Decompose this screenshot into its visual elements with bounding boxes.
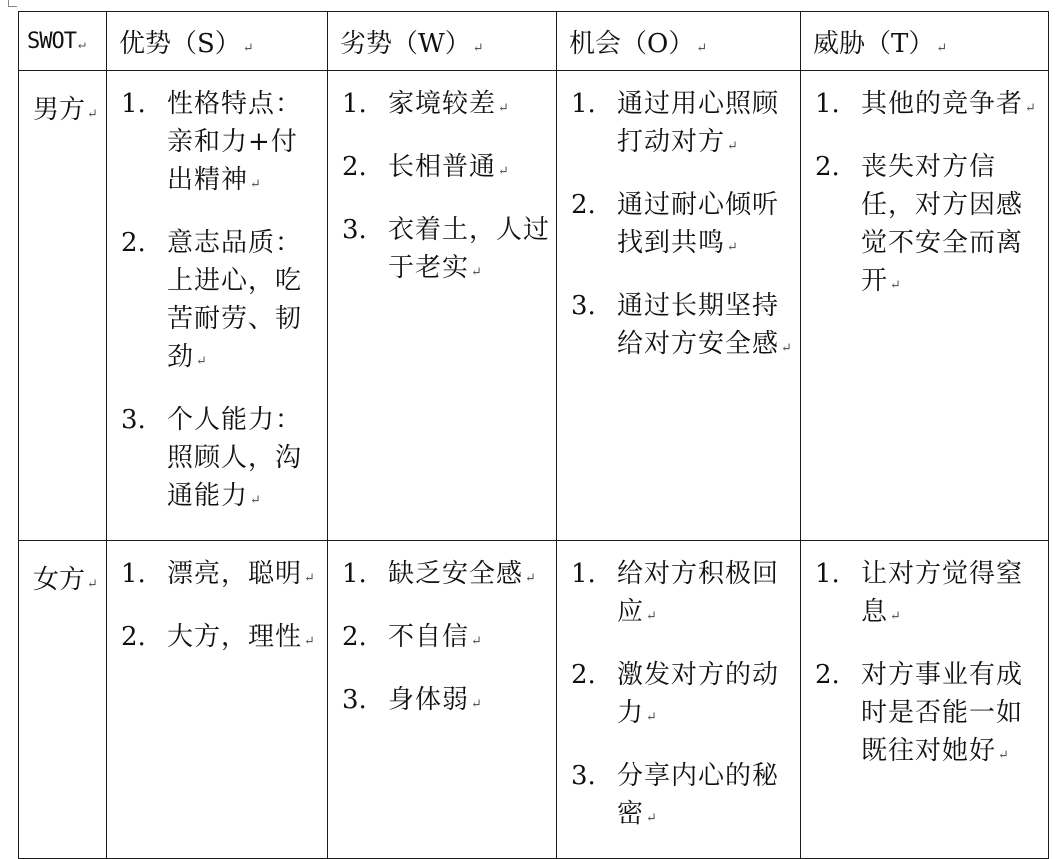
- paragraph-mark-icon: ↵: [304, 634, 315, 649]
- item-text: [388, 148, 550, 191]
- paragraph-mark-icon: ↵: [727, 139, 738, 154]
- table-cell: [107, 541, 328, 859]
- list-item: [121, 401, 321, 520]
- list-item: [815, 148, 1042, 305]
- item-text: [617, 287, 794, 368]
- table-cell: [328, 71, 557, 541]
- header-cell: [801, 23, 1048, 60]
- item-text: [388, 211, 550, 292]
- item-text-content: 通过长期坚持给对方安全感: [617, 291, 780, 359]
- item-number: 3.: [571, 291, 596, 321]
- item-number: 2.: [815, 660, 840, 690]
- item-number: 1.: [121, 89, 146, 119]
- list-item: [571, 287, 794, 368]
- item-text-content: 漂亮，聪明: [167, 559, 303, 589]
- header-cell: [328, 23, 556, 60]
- header-cell: [19, 29, 106, 54]
- row-label: [19, 71, 106, 126]
- paragraph-mark-icon: ↵: [472, 40, 484, 56]
- item-text: [617, 656, 794, 737]
- item-number: 1.: [571, 89, 596, 119]
- item-text: [388, 618, 550, 661]
- header-label: 优势（S）: [119, 28, 241, 59]
- paragraph-mark-icon: ↵: [242, 40, 254, 56]
- item-text-content: 衣着土，人过于老实: [388, 215, 551, 283]
- item-number: 2.: [815, 152, 840, 182]
- list-item: [121, 224, 321, 381]
- item-number: 2.: [571, 190, 596, 220]
- item-text-content: 不自信: [388, 622, 470, 652]
- item-text-content: 丧失对方信任，对方因感觉不安全而离开: [861, 152, 1024, 296]
- item-text-content: 长相普通: [388, 152, 497, 182]
- header-label: 机会（O）: [569, 28, 695, 59]
- list-item: [815, 85, 1042, 128]
- item-text-content: 意志品质：上进心，吃苦耐劳、韧劲: [167, 228, 303, 372]
- list-item: [571, 85, 794, 166]
- item-text-content: 个人能力：照顾人，沟通能力: [167, 405, 303, 511]
- list-item: [121, 555, 321, 598]
- header-label: 威胁（T）: [813, 28, 935, 59]
- row-label-cell: [19, 541, 107, 859]
- item-list: [557, 71, 800, 368]
- item-number: 1.: [815, 559, 840, 589]
- item-text-content: 通过用心照顾打动对方: [617, 89, 780, 157]
- list-item: [815, 555, 1042, 636]
- paragraph-mark-icon: ↵: [781, 341, 792, 356]
- item-number: 2.: [121, 228, 146, 258]
- row-label-cell: [19, 71, 107, 541]
- header-label: 劣势（W）: [340, 28, 471, 59]
- item-text-content: 性格特点：亲和力+付出精神: [167, 89, 303, 195]
- item-text-content: 身体弱: [388, 685, 470, 715]
- list-item: [342, 211, 550, 292]
- item-text-content: 其他的竞争者: [861, 89, 1024, 119]
- table-cell: [328, 541, 557, 859]
- list-item: [342, 681, 550, 724]
- item-text: [617, 85, 794, 166]
- header-cell: [107, 23, 327, 60]
- header-cell: [557, 23, 800, 60]
- item-number: 3.: [342, 215, 367, 245]
- item-text-content: 分享内心的秘密: [617, 761, 780, 829]
- item-text: [861, 656, 1042, 775]
- paragraph-mark-icon: ↵: [727, 240, 738, 255]
- table-row: [19, 71, 1049, 541]
- table-cell: [107, 71, 328, 541]
- item-text-content: 对方事业有成时是否能一如既往对她好: [861, 660, 1024, 766]
- paragraph-mark-icon: ↵: [87, 577, 98, 592]
- list-item: [571, 186, 794, 267]
- item-number: 3.: [342, 685, 367, 715]
- paragraph-mark-icon: ↵: [646, 609, 657, 624]
- paragraph-mark-icon: ↵: [250, 493, 261, 508]
- item-number: 1.: [342, 89, 367, 119]
- paragraph-mark-icon: ↵: [196, 354, 207, 369]
- paragraph-mark-icon: ↵: [471, 265, 482, 280]
- paragraph-mark-icon: ↵: [471, 634, 482, 649]
- item-number: 2.: [342, 152, 367, 182]
- header-label: SWOT: [27, 28, 76, 54]
- item-number: 2.: [121, 622, 146, 652]
- paragraph-mark-icon: ↵: [87, 107, 98, 122]
- item-text-content: 让对方觉得窒息: [861, 559, 1024, 627]
- list-item: [571, 656, 794, 737]
- item-text-content: 给对方积极回应: [617, 559, 780, 627]
- item-text: [167, 401, 321, 520]
- list-item: [571, 757, 794, 838]
- item-text: [388, 555, 550, 598]
- list-item: [342, 148, 550, 191]
- paragraph-mark-icon: ↵: [525, 571, 536, 586]
- row-label: [19, 541, 106, 596]
- paragraph-mark-icon: ↵: [998, 748, 1009, 763]
- row-label-text: 女方: [33, 565, 86, 595]
- item-text-content: 激发对方的动力: [617, 660, 780, 728]
- item-text-content: 大方，理性: [167, 622, 303, 652]
- item-text: [388, 85, 550, 128]
- item-list: [328, 71, 556, 292]
- item-list: [801, 541, 1048, 775]
- table-cell: [801, 71, 1049, 541]
- paragraph-mark-icon: ↵: [498, 164, 509, 179]
- table-cell: [557, 541, 801, 859]
- item-list: [107, 541, 327, 661]
- paragraph-mark-icon: ↵: [890, 278, 901, 293]
- item-text-content: 通过耐心倾听找到共鸣: [617, 190, 780, 258]
- list-item: [342, 618, 550, 661]
- list-item: [342, 85, 550, 128]
- paragraph-mark-icon: ↵: [1025, 101, 1036, 116]
- row-label-text: 男方: [33, 95, 86, 125]
- item-text: [167, 555, 321, 598]
- paragraph-mark-icon: ↵: [304, 571, 315, 586]
- item-text: [617, 757, 794, 838]
- list-item: [121, 618, 321, 661]
- item-list: [328, 541, 556, 724]
- swot-table: [18, 11, 1049, 859]
- item-number: 1.: [121, 559, 146, 589]
- item-list: [107, 71, 327, 520]
- table-cell: [801, 541, 1049, 859]
- item-text: [861, 555, 1042, 636]
- page-corner-mark: [8, 0, 17, 7]
- item-text-content: 缺乏安全感: [388, 559, 524, 589]
- item-text: [861, 85, 1042, 128]
- paragraph-mark-icon: ↵: [646, 811, 657, 826]
- list-item: [121, 85, 321, 204]
- item-number: 1.: [342, 559, 367, 589]
- paragraph-mark-icon: ↵: [890, 609, 901, 624]
- item-number: 2.: [571, 660, 596, 690]
- item-number: 3.: [571, 761, 596, 791]
- item-text: [167, 618, 321, 661]
- paragraph-mark-icon: ↵: [936, 40, 948, 56]
- item-list: [557, 541, 800, 838]
- item-text: [861, 148, 1042, 305]
- paragraph-mark-icon: ↵: [696, 40, 708, 56]
- list-item: [342, 555, 550, 598]
- paragraph-mark-icon: ↵: [250, 177, 261, 192]
- paragraph-mark-icon: ↵: [77, 36, 86, 52]
- paragraph-mark-icon: ↵: [471, 697, 482, 712]
- item-text: [388, 681, 550, 724]
- list-item: [571, 555, 794, 636]
- item-list: [801, 71, 1048, 305]
- item-number: 1.: [571, 559, 596, 589]
- list-item: [815, 656, 1042, 775]
- table-cell: [557, 71, 801, 541]
- item-text-content: 家境较差: [388, 89, 497, 119]
- item-text: [617, 186, 794, 267]
- paragraph-mark-icon: ↵: [646, 710, 657, 725]
- table-row: [19, 541, 1049, 859]
- paragraph-mark-icon: ↵: [498, 101, 509, 116]
- item-text: [617, 555, 794, 636]
- item-number: 1.: [815, 89, 840, 119]
- item-text: [167, 85, 321, 204]
- item-text: [167, 224, 321, 381]
- item-number: 2.: [342, 622, 367, 652]
- header-row: [19, 12, 1049, 71]
- item-number: 3.: [121, 405, 146, 435]
